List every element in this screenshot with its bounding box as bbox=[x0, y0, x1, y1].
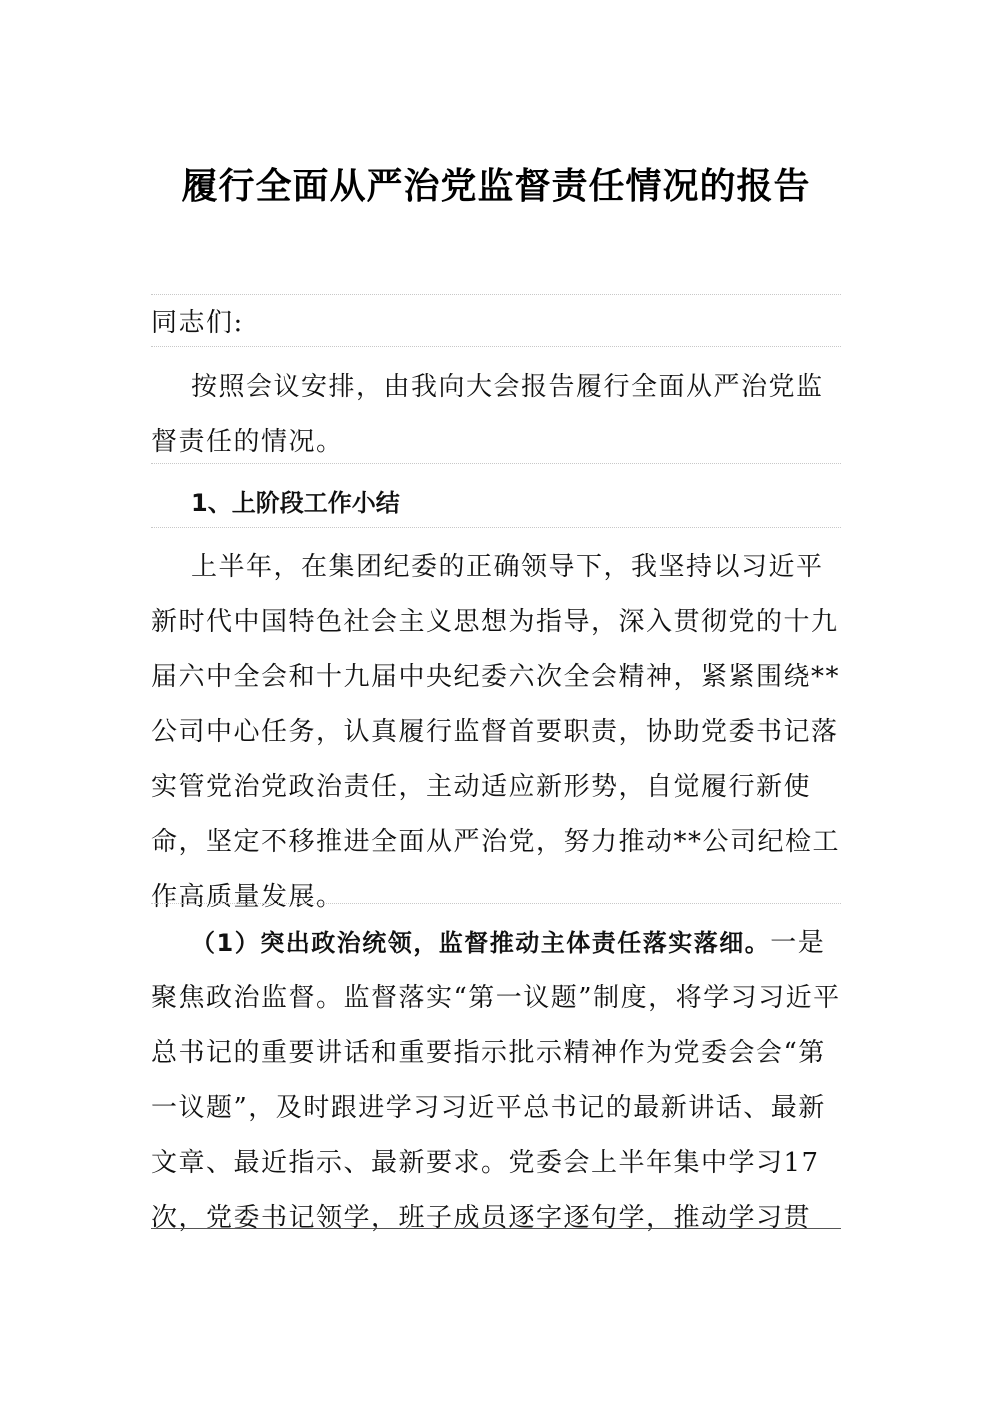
section-paragraph: 上半年，在集团纪委的正确领导下，我坚持以习近平新时代中国特色社会主义思想为指导，深入贯彻党的十九届六中全会和十九届中央纪委六次全会精神，紧紧围绕**公司中心任务，认真履行监督首要职责，协助党委书记落实管党治党政治责任，主动适应新形势，自觉履行新使命，坚定不移推进全面从严治党，努力推动**公司纪检工作高质量发展。 bbox=[151, 552, 841, 912]
divider bbox=[151, 903, 841, 904]
item-lead: （1）突出政治统领，监督推动主体责任落实落细。 bbox=[191, 929, 771, 957]
section-paragraph-block bbox=[151, 540, 841, 925]
salutation: 同志们: bbox=[151, 308, 244, 338]
section-heading-block bbox=[151, 476, 841, 531]
page-bottom-rule bbox=[151, 1228, 841, 1229]
divider bbox=[151, 527, 841, 528]
intro-block bbox=[151, 360, 841, 470]
divider bbox=[151, 346, 841, 347]
divider bbox=[151, 463, 841, 464]
intro-paragraph: 按照会议安排，由我向大会报告履行全面从严治党监督责任的情况。 bbox=[151, 372, 824, 457]
item-paragraph bbox=[151, 916, 841, 1246]
section-heading: 1、上阶段工作小结 bbox=[191, 489, 400, 517]
salutation-block bbox=[151, 296, 841, 351]
divider bbox=[151, 294, 841, 295]
document-title: 履行全面从严治党监督责任情况的报告 bbox=[181, 166, 811, 207]
item-paragraph-block bbox=[151, 916, 841, 1246]
item-text: 一是聚焦政治监督。监督落实“第一议题”制度，将学习习近平总书记的重要讲话和重要指示批示精神作为党委会会“第一议题”，及时跟进学习习近平总书记的最新讲话、最新文章、最近指示、最新要求。党委会上半年集中学习17次，党委书记领学，班子成员逐字逐句学，推动学习贯 bbox=[151, 928, 841, 1233]
